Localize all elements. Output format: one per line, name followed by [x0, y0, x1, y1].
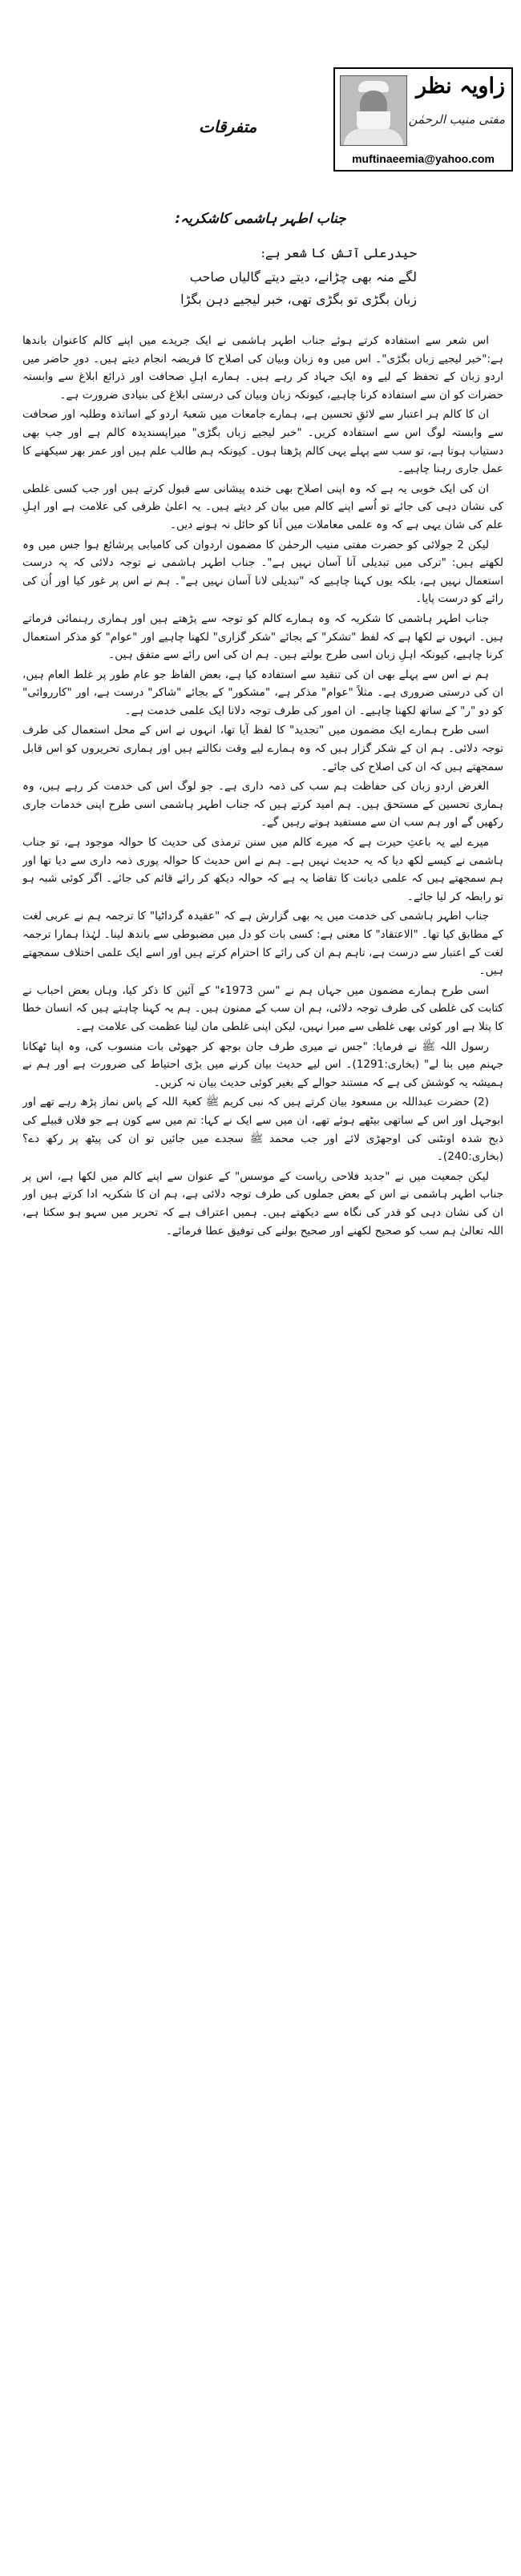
- author-portrait: [340, 75, 407, 146]
- couplet-line-1: لگے منہ بھی چڑانے، دیتے دیتے گالیاں صاحب: [189, 269, 417, 285]
- paragraph: لیکن 2 جولائی کو حضرت مفتی منیب الرحمٰن کا مضمون اردوان کی کامیابی پرشائع ہوا جس میں وہ لکھتے ہیں: "ترکی میں تبدیلی آنا آسان نہیں ہے"۔ جناب اطہر ہاشمی نے توجہ دلائی کہ یہ درست استعمال نہیں ہے، بلکہ یوں کہنا چاہیے کہ "تبدیلی لانا آسان نہیں ہے"۔ ہم نے اس پر غور کیا اور اُن کی رائے کو درست پایا۔: [22, 538, 503, 606]
- couplet-line-2: زبان بگڑی تو بگڑی تھی، خبر لیجیے دہن بگڑا: [180, 292, 417, 307]
- paragraph: لیکن جمعیت میں نے "جدید فلاحی ریاست کے موسس" کے عنوان سے اپنے کالم میں لکھا ہے، اس پر جناب اطہر ہاشمی نے اس کے بعض جملوں کی طرف توجہ دلائی ہے، ہم ان کا شکریہ ادا کرتے ہیں اور ان کی نشان دہی کو قدر کی نگاہ سے دیکھتے ہیں۔ ہمیں اعتراف ہے کہ تحریر میں سہو ہو سکتا ہے، اللہ تعالیٰ ہم سب کو صحیح لکھنے اور صحیح بولنے کی توفیق عطا فرمائے۔: [22, 1169, 503, 1238]
- column-logo-title: زاویہ نظر: [416, 74, 505, 99]
- paragraph: جناب اطہر ہاشمی کی خدمت میں یہ بھی گزارش ہے کہ "عقیدہ گرداٹیا" کا ترجمہ ہم نے عربی لغت کے مطابق کیا تھا۔ "الاعتقاد" کا معنی ہے: کسی بات کو دل میں مضبوطی سے باندھ لینا۔ لہٰذا ہمارا ترجمہ لغت کے اعتبار سے درست ہے، تاہم ہم ان کی رائے کا احترام کرتے ہیں اور اسے ایک علمی اختلاف سمجھتے ہیں۔: [22, 910, 503, 978]
- article-title: جناب اطہر ہاشمی کاشکریہ:: [175, 211, 346, 227]
- quote-intro: حیدرعلی آتش کا شعر ہے:: [260, 245, 417, 260]
- paragraph: ان کی ایک خوبی یہ ہے کہ وہ اپنی اصلاح بھی خندہ پیشانی سے قبول کرتے ہیں اور جب کسی غلطی کی نشان دہی کی جائے تو اُسے اپنے کالم میں بیان کر دیتے ہیں۔ یہ اعلیٰ ظرفی کی علامت ہے اور اہلِ علم کی شان یہی ہے کہ وہ علمی معاملات میں اَنا کو حائل نہ ہونے دیں۔: [22, 482, 503, 531]
- paragraph: ہم نے اس سے پہلے بھی ان کی تنقید سے استفادہ کیا ہے، بعض الفاظ جو عام طور پر غلط العام ہیں، ان کی درستی ضروری ہے۔ مثلاً "عوام" مذکر ہے، "مشکور" کے بجائے "شاکر" درست ہے، اور "کارروائی" کو دو "ر" کے ساتھ لکھنا چاہیے۔ ان امور کی طرف توجہ دلانا ایک علمی خدمت ہے۔: [22, 668, 503, 717]
- column-header: [0, 0, 521, 192]
- paragraph: الغرض اردو زبان کی حفاظت ہم سب کی ذمہ داری ہے۔ جو لوگ اس کی خدمت کر رہے ہیں، وہ ہماری تحسین کے مستحق ہیں۔ ہم امید کرتے ہیں کہ جناب اطہر ہاشمی اسی طرح اپنی خدمات جاری رکھیں گے اور ہم سب ان سے مستفید ہوتے رہیں گے۔: [22, 780, 503, 830]
- paragraph: میرے لیے یہ باعثِ حیرت ہے کہ میرے کالم میں سنن ترمذی کی حدیث کا حوالہ موجود ہے، تو جناب ہاشمی نے کیسے لکھ دیا کہ یہ حدیث نہیں ہے۔ ہم نے اس حدیث کا حوالہ پوری ذمہ داری سے دیا تھا اور ہم سمجھتے ہیں کہ علمی دیانت کا تقاضا یہ ہے کہ حوالہ دیکھ کر رائے قائم کی جائے۔ اگر کوئی شبہ ہو تو رابطہ کر لیا جائے۔: [22, 836, 503, 903]
- paragraph: اسی طرح ہمارے ایک مضمون میں "تجدید" کا لفظ آیا تھا، انہوں نے اس کے محل استعمال کی طرف توجہ دلائی۔ ہم ان کے شکر گزار ہیں کہ وہ ہمارے لیے وقت نکالتے ہیں اور ہماری تحریروں کو اس قابل سمجھتے ہیں کہ ان کی اصلاح کی جائے۔: [22, 724, 503, 773]
- paragraph: رسول اللہ ﷺ نے فرمایا: "جس نے میری طرف جان بوجھ کر جھوٹی بات منسوب کی، وہ اپنا ٹھکانا جہنم میں بنا لے" (بخاری:1291)۔ اس لیے حدیث بیان کرنے میں بڑی احتیاط کی ضرورت ہے اور ہم نے ہمیشہ یہ کوشش کی ہے کہ مستند حوالے کے بغیر کوئی حدیث بیان نہ کریں۔: [22, 1040, 503, 1089]
- paragraph: (2) حضرت عبداللہ بن مسعود بیان کرتے ہیں کہ نبی کریم ﷺ کعبۃ اللہ کے پاس نماز پڑھ رہے تھے اور ابوجہل اور اس کے ساتھی بیٹھے ہوئے تھے، ان میں سے ایک نے کہا: تم میں سے کون ہے جو فلاں قبیلے کی ذبح شدہ اونٹنی کی اوجھڑی لائے اور جب محمد ﷺ سجدے میں جائیں تو ان کی پیٹھ پر رکھ دے؟ (بخاری:240)۔: [22, 1096, 503, 1164]
- article-body: [22, 332, 503, 2570]
- paragraph: ان کا کالم ہر اعتبار سے لائقِ تحسین ہے، ہمارے جامعات میں شعبۂ اردو کے اساتذہ وطلبہ اور صحافت سے وابستہ لوگ اس سے استفادہ کریں۔ "خبر لیجیے زباں بگڑی" میراپسندیدہ کالم ہے اور جب بھی دستیاب ہوتا ہے، تو سب سے پہلے یہی کالم پڑھتا ہوں۔ کیونکہ ہم طالب علم ہیں اور عمر بھر سیکھنے کا عمل جاری رہنا چاہیے۔: [22, 408, 503, 476]
- author-email: muftinaeemia@yahoo.com: [352, 152, 495, 165]
- paragraph: اس شعر سے استفادہ کرتے ہوئے جناب اطہر ہاشمی نے ایک جریدے میں اپنے کالم کاعنوان باندھا ہے:"خبر لیجیے زباں بگڑی"۔ اس میں وہ زبان وبیان کی اصلاح کا فریضہ انجام دیتے ہیں۔ دورِ حاضر میں اردو زبان کے تحفظ کے لیے وہ ایک جہاد کر رہے ہیں۔ ہمارے اہلِ صحافت اور ذرائع ابلاغ سے وابستہ حضرات کو ان سے استفادہ کرنا چاہیے، کیونکہ زبان وبیان کی درستی ابلاغ کی بنیادی ضرورت ہے۔: [22, 334, 503, 402]
- paragraph: جناب اطہر ہاشمی کا شکریہ کہ وہ ہمارے کالم کو توجہ سے پڑھتے ہیں اور ہماری رہنمائی فرماتے ہیں۔ انہوں نے لکھا ہے کہ لفظ "تشکر" کے بجائے "شکر گزاری" لکھنا چاہیے اور "عوام" کو مذکر استعمال کرنا چاہیے، کیونکہ اہلِ زبان اسی طرح بولتے ہیں۔ ہم ان کی اس رائے سے متفق ہیں۔: [22, 612, 503, 662]
- column-logo: [333, 67, 513, 172]
- paragraph: اسی طرح ہمارے مضمون میں جہاں ہم نے "سن 1973ء" کے آئین کا ذکر کیا، وہاں بعض احباب نے کتابت کی غلطی کی طرف توجہ دلائی، ہم ان سب کے ممنون ہیں۔ ہم یہ کہنا چاہتے ہیں کہ انسان خطا کا پتلا ہے اور کوئی بھی غلطی سے مبرا نہیں، لیکن اپنی غلطی مان لینا عظمت کی علامت ہے۔: [22, 983, 503, 1033]
- section-label: متفرقات: [199, 117, 257, 136]
- author-signature: مفتی منیب الرحمٰن: [408, 112, 505, 127]
